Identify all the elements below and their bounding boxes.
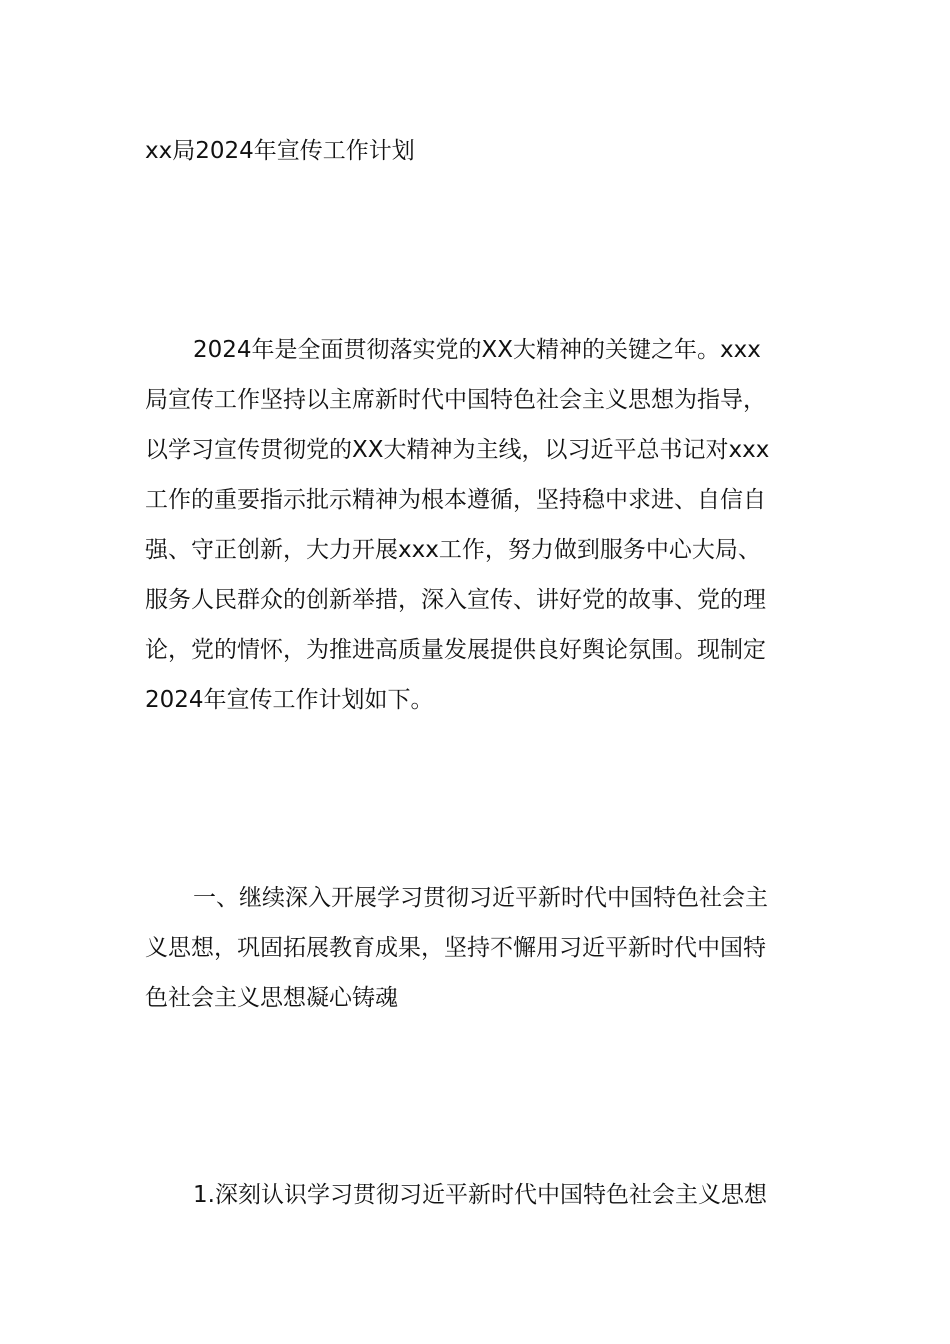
paragraph-line: 2024年宣传工作计划如下。 xyxy=(145,687,434,713)
subsection-heading-1 xyxy=(145,1170,810,1220)
heading-line: 义思想，巩固拓展教育成果，坚持不懈用习近平新时代中国特 xyxy=(145,935,766,961)
document-title: xx局2024年宣传工作计划 xyxy=(145,138,415,164)
paragraph-line: 服务人民群众的创新举措，深入宣传、讲好党的故事、党的理 xyxy=(145,587,766,613)
heading-line: 1.深刻认识学习贯彻习近平新时代中国特色社会主义思想 xyxy=(193,1182,767,1208)
paragraph-line: 2024年是全面贯彻落实党的XX大精神的关键之年。xxx xyxy=(193,337,761,363)
heading-line: 一、继续深入开展学习贯彻习近平新时代中国特色社会主 xyxy=(193,885,768,911)
paragraph-line: 论，党的情怀，为推进高质量发展提供良好舆论氛围。现制定 xyxy=(145,637,766,663)
intro-paragraph xyxy=(145,325,810,725)
paragraph-line: 强、守正创新，大力开展xxx工作，努力做到服务中心大局、 xyxy=(145,537,761,563)
paragraph-line: 以学习宣传贯彻党的XX大精神为主线，以习近平总书记对xxx xyxy=(145,437,770,463)
paragraph-line: 工作的重要指示批示精神为根本遵循，坚持稳中求进、自信自 xyxy=(145,487,766,513)
heading-line: 色社会主义思想凝心铸魂 xyxy=(145,985,398,1011)
paragraph-line: 局宣传工作坚持以主席新时代中国特色社会主义思想为指导， xyxy=(145,387,766,413)
section-heading-1 xyxy=(145,873,810,1023)
